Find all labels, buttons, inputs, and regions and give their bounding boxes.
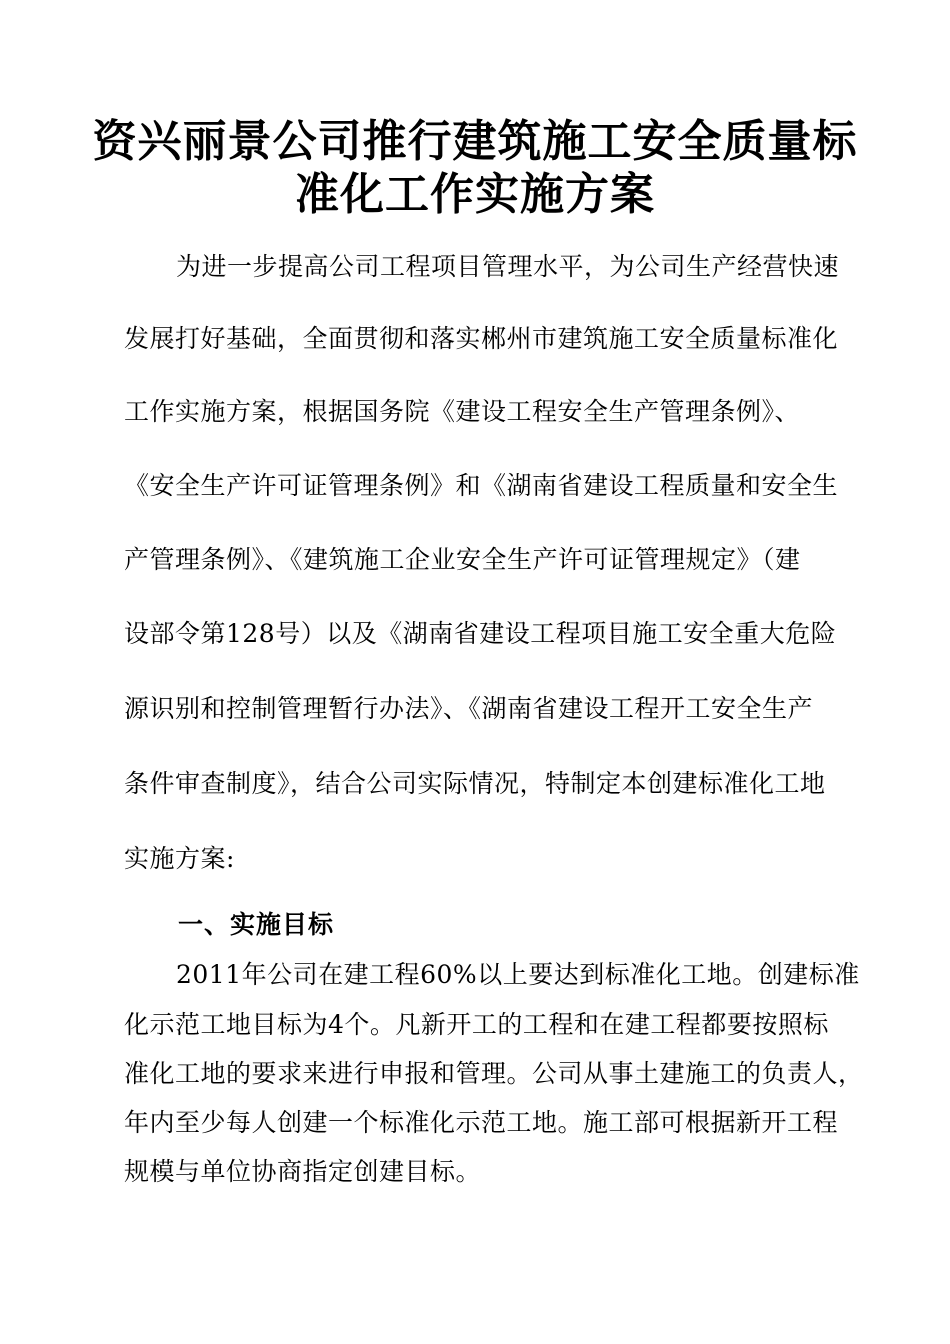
intro-line-3: 工作实施方案，根据国务院《建设工程安全生产管理条例》、	[124, 397, 801, 426]
section-heading-objectives: 一、实施目标	[178, 910, 335, 939]
intro-line-8: 条件审查制度》，结合公司实际情况，特制定本创建标准化工地	[124, 769, 826, 798]
intro-line-5: 产管理条例》、《建筑施工企业安全生产许可证管理规定》（建	[124, 545, 801, 574]
intro-line-7: 源识别和控制管理暂行办法》、《湖南省建设工程开工安全生产	[124, 694, 814, 723]
intro-line-9: 实施方案:	[124, 844, 235, 873]
document-title-line-1: 资兴丽景公司推行建筑施工安全质量标	[92, 116, 858, 167]
section1-line-1: 2011年公司在建工程60%以上要达到标准化工地。创建标准	[176, 960, 860, 989]
section1-line-3: 准化工地的要求来进行申报和管理。公司从事土建施工的负责人，	[124, 1059, 864, 1088]
section1-line-5: 规模与单位协商指定创建目标。	[124, 1157, 482, 1186]
intro-line-1: 为进一步提高公司工程项目管理水平，为公司生产经营快速	[176, 252, 840, 281]
document-title-line-2: 准化工作实施方案	[295, 169, 655, 220]
intro-line-4: 《安全生产许可证管理条例》和《湖南省建设工程质量和安全生	[124, 471, 839, 500]
intro-line-6: 设部令第128号）以及《湖南省建设工程项目施工安全重大危险	[124, 619, 837, 648]
section1-line-2: 化示范工地目标为4个。凡新开工的工程和在建工程都要按照标	[124, 1010, 829, 1039]
section1-line-4: 年内至少每人创建一个标准化示范工地。施工部可根据新开工程	[124, 1108, 839, 1137]
intro-line-2: 发展打好基础，全面贯彻和落实郴州市建筑施工安全质量标准化	[124, 324, 839, 353]
